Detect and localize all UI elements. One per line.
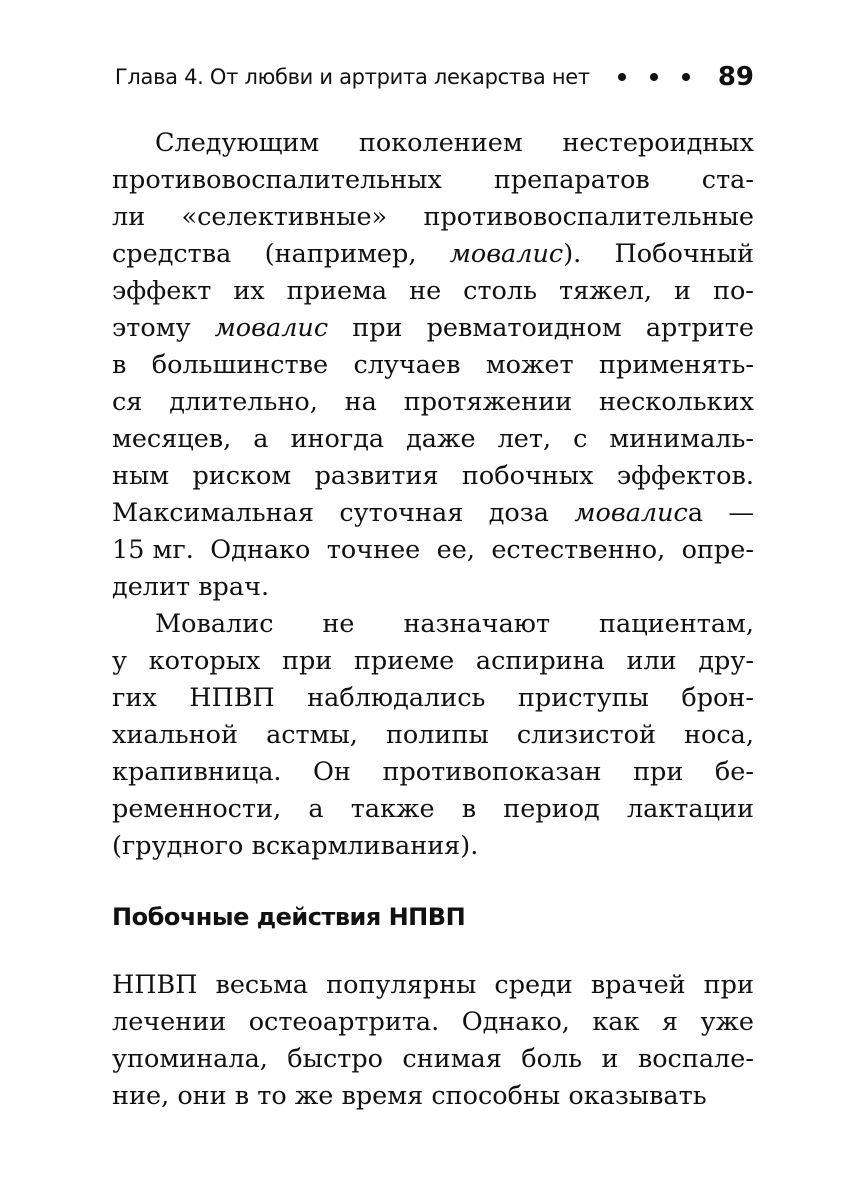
text-line xyxy=(112,421,754,458)
word: брон- xyxy=(681,683,754,713)
word: (грудного вскармливания). xyxy=(112,831,479,861)
word: может xyxy=(485,350,574,380)
italic-word: мовалис xyxy=(214,313,329,343)
bullet-dot-icon xyxy=(682,73,690,81)
word: слизистой xyxy=(516,720,656,750)
word: большинстве xyxy=(151,350,329,380)
word: эффектов. xyxy=(616,461,754,491)
word: нестероидных xyxy=(562,128,754,158)
word: при xyxy=(703,970,754,1000)
word: НПВП xyxy=(112,970,198,1000)
word: «селективные» xyxy=(181,202,388,232)
word: ся xyxy=(112,387,143,417)
word: лечении xyxy=(112,1007,227,1037)
word: быстро xyxy=(287,1044,384,1074)
text-line xyxy=(112,791,754,828)
word: оказывать xyxy=(568,1081,707,1111)
word: упоминала, xyxy=(112,1044,268,1074)
word: уже xyxy=(700,1007,754,1037)
paragraph-2 xyxy=(112,606,754,865)
text-line xyxy=(112,458,754,495)
word: противопоказан xyxy=(382,757,602,787)
word: приеме xyxy=(353,646,455,676)
separator-dots xyxy=(606,73,702,81)
text-line xyxy=(112,273,754,310)
word: естественно, xyxy=(491,535,666,565)
word: они xyxy=(177,1081,227,1111)
word: опре- xyxy=(681,535,754,565)
text-line xyxy=(112,125,754,162)
text-line xyxy=(112,347,754,384)
word: время xyxy=(341,1081,424,1111)
word: (например, xyxy=(264,239,417,269)
word: в xyxy=(112,350,127,380)
word: Мовалис xyxy=(155,609,274,639)
word: пациентам, xyxy=(599,609,754,639)
chapter-title: Глава 4. От любви и артрита лекарства нет xyxy=(114,65,590,89)
word: Он xyxy=(313,757,351,787)
word: врачей xyxy=(590,970,686,1000)
text-line xyxy=(112,532,754,569)
word: в xyxy=(234,1081,250,1111)
word: противовоспалительных xyxy=(112,165,442,195)
word: тяжел, xyxy=(558,276,653,306)
word: среди xyxy=(494,970,573,1000)
word: применять- xyxy=(599,350,754,380)
word: случаев xyxy=(353,350,461,380)
word: ние, xyxy=(112,1081,170,1111)
word: ста- xyxy=(701,165,754,195)
text-line xyxy=(112,495,754,532)
text-line xyxy=(112,717,754,754)
word: крапивница. xyxy=(112,757,282,787)
word: по- xyxy=(712,276,754,306)
word: эффект xyxy=(112,276,212,306)
text-line xyxy=(112,1041,754,1078)
word: ли xyxy=(112,202,146,232)
word: их xyxy=(233,276,265,306)
text-line xyxy=(112,199,754,236)
word: астмы, xyxy=(266,720,358,750)
word: хиальной xyxy=(112,720,239,750)
word: НПВП xyxy=(189,683,275,713)
word: — xyxy=(728,498,754,528)
word: мовалис). xyxy=(449,239,582,269)
word: месяцев, xyxy=(112,424,232,454)
word: при xyxy=(352,313,403,343)
word: полипы xyxy=(385,720,489,750)
word: Однако, xyxy=(461,1007,570,1037)
word: у xyxy=(112,646,128,676)
word: и xyxy=(673,276,691,306)
word: также xyxy=(350,794,435,824)
word: приступы xyxy=(517,683,649,713)
word: которых xyxy=(148,646,261,676)
page-number: 89 xyxy=(717,62,754,92)
word: средства xyxy=(112,239,232,269)
text-line xyxy=(112,162,754,199)
word: ным xyxy=(112,461,170,491)
word: иногда xyxy=(290,424,385,454)
word: способны xyxy=(431,1081,561,1111)
word: суточная xyxy=(339,498,464,528)
word: противовоспалительные xyxy=(423,202,754,232)
word: остеоартрита. xyxy=(248,1007,440,1037)
word: этому xyxy=(112,313,191,343)
word: как xyxy=(592,1007,640,1037)
word: протяжении xyxy=(403,387,573,417)
word: развития xyxy=(314,461,439,491)
body-text-bottom xyxy=(112,967,754,1115)
text-line xyxy=(112,1004,754,1041)
word: ревматоидном xyxy=(426,313,622,343)
word: поколением xyxy=(358,128,523,158)
word: при xyxy=(633,757,684,787)
word: точнее xyxy=(326,535,421,565)
word: и xyxy=(601,1044,619,1074)
word: Однако xyxy=(210,535,311,565)
word: гих xyxy=(112,683,157,713)
word: Следующим xyxy=(155,128,320,158)
word: побочных xyxy=(461,461,594,491)
word: при xyxy=(281,646,333,676)
text-line xyxy=(112,569,754,606)
word: даже xyxy=(406,424,476,454)
bullet-dot-icon xyxy=(618,73,626,81)
word: боль xyxy=(521,1044,583,1074)
word: лет, xyxy=(497,424,552,454)
text-line xyxy=(112,236,754,273)
italic-word: мовалис xyxy=(574,498,688,528)
word: а xyxy=(308,794,324,824)
word: назначают xyxy=(403,609,551,639)
bullet-dot-icon xyxy=(650,73,658,81)
word: риском xyxy=(192,461,292,491)
word: лактации xyxy=(626,794,754,824)
word: мовалиса xyxy=(574,498,704,528)
word: весьма xyxy=(215,970,309,1000)
word: или xyxy=(626,646,677,676)
text-line xyxy=(112,384,754,421)
word: я xyxy=(661,1007,678,1037)
word: а xyxy=(253,424,269,454)
word: бе- xyxy=(714,757,754,787)
italic-word: мовалис xyxy=(449,239,564,269)
word: аспирина xyxy=(475,646,605,676)
word: наблюдались xyxy=(307,683,486,713)
word: ременности, xyxy=(112,794,282,824)
word: на xyxy=(344,387,377,417)
word: не xyxy=(409,276,442,306)
text-line xyxy=(112,680,754,717)
text-line xyxy=(112,754,754,791)
word: нескольких xyxy=(598,387,754,417)
word: воспале- xyxy=(637,1044,754,1074)
word: препаратов xyxy=(493,165,650,195)
word: минималь- xyxy=(609,424,754,454)
word: с xyxy=(573,424,588,454)
word: 15 мг. xyxy=(112,535,194,565)
text-line xyxy=(112,828,754,865)
word: носа, xyxy=(684,720,754,750)
word: дру- xyxy=(698,646,754,676)
word: длительно, xyxy=(169,387,318,417)
word: артрите xyxy=(645,313,754,343)
word: то xyxy=(257,1081,287,1111)
paragraph-1 xyxy=(112,125,754,606)
paragraph-3 xyxy=(112,967,754,1115)
word: же xyxy=(294,1081,334,1111)
text-line xyxy=(112,310,754,347)
word: в xyxy=(461,794,477,824)
word: ее, xyxy=(436,535,475,565)
word: столь xyxy=(463,276,537,306)
word: доза xyxy=(488,498,549,528)
body-text-top xyxy=(112,125,754,865)
word: Максимальная xyxy=(112,498,314,528)
word: приема xyxy=(286,276,388,306)
word: снимая xyxy=(402,1044,502,1074)
text-line xyxy=(112,606,754,643)
word: не xyxy=(322,609,355,639)
word: делит врач. xyxy=(112,572,270,602)
word: Побочный xyxy=(614,239,754,269)
section-heading: Побочные действия НПВП xyxy=(112,903,466,931)
text-line xyxy=(112,643,754,680)
word xyxy=(215,310,328,347)
text-line xyxy=(112,1078,754,1115)
text-line xyxy=(112,967,754,1004)
word: период xyxy=(503,794,600,824)
word: популярны xyxy=(326,970,477,1000)
running-head xyxy=(114,57,754,97)
